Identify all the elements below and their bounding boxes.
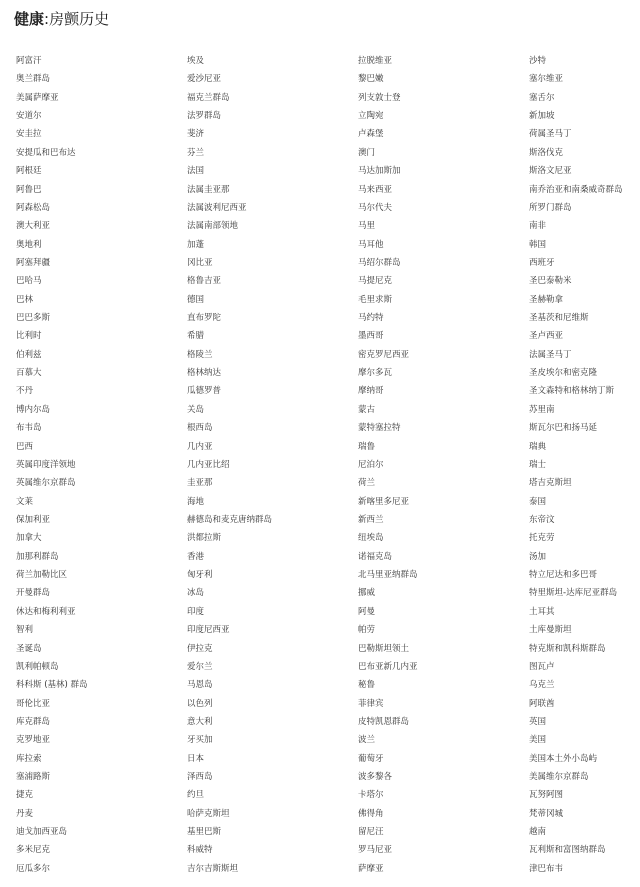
country-item: 直布罗陀	[187, 313, 222, 324]
country-item: 哈萨克斯坦	[187, 808, 230, 819]
country-item: 汤加	[529, 551, 547, 562]
country-item: 意大利	[187, 716, 213, 727]
country-item: 安道尔	[16, 111, 42, 122]
country-item: 摩尔多瓦	[358, 368, 393, 379]
country-item: 英属印度洋领地	[16, 459, 76, 470]
country-item: 奥兰群岛	[16, 74, 51, 85]
country-item: 纽埃岛	[358, 533, 384, 544]
country-item: 匈牙利	[187, 570, 213, 581]
country-item: 智利	[16, 625, 34, 636]
country-item: 爱沙尼亚	[187, 74, 222, 85]
country-item: 蒙特塞拉特	[358, 423, 401, 434]
country-item: 洪都拉斯	[187, 533, 222, 544]
country-item: 斯瓦尔巴和扬马延	[529, 423, 598, 434]
country-item: 德国	[187, 294, 205, 305]
country-item: 北马里亚纳群岛	[358, 570, 418, 581]
country-item: 奥地利	[16, 239, 42, 250]
country-item: 圭亚那	[187, 478, 213, 489]
country-item: 荷属圣马丁	[529, 129, 572, 140]
country-item: 瑞士	[529, 459, 547, 470]
title-rest: 房颤历史	[49, 10, 110, 28]
country-item: 赫德岛和麦克唐纳群岛	[187, 514, 273, 525]
country-item: 克罗地亚	[16, 735, 51, 746]
country-item: 土耳其	[529, 606, 555, 617]
country-item: 巴哈马	[16, 276, 42, 287]
page-title	[14, 9, 109, 29]
country-item: 西班牙	[529, 257, 555, 268]
country-item: 立陶宛	[358, 111, 384, 122]
country-item: 哥伦比亚	[16, 698, 51, 709]
country-item: 沙特	[529, 56, 547, 66]
country-item: 阿根廷	[16, 166, 42, 177]
country-item: 留尼汪	[358, 827, 384, 838]
country-item: 休达和梅利利亚	[16, 606, 76, 617]
country-item: 瓦利斯和富图纳群岛	[529, 845, 606, 856]
country-item: 尼泊尔	[358, 459, 384, 470]
title-separator: :	[44, 10, 50, 28]
country-item: 新喀里多尼亚	[358, 496, 410, 507]
country-item: 密克罗尼西亚	[358, 349, 410, 360]
country-item: 菲律宾	[358, 698, 384, 709]
country-item: 英国	[529, 716, 547, 727]
country-item: 马绍尔群岛	[358, 257, 401, 268]
country-item: 巴勒斯坦领土	[358, 643, 410, 654]
country-item: 斯洛伐克	[529, 147, 564, 158]
country-item: 所罗门群岛	[529, 202, 572, 213]
country-item: 塞舌尔	[529, 92, 555, 103]
country-item: 澳大利亚	[16, 221, 51, 232]
country-item: 乌克兰	[529, 680, 555, 691]
country-grid	[16, 52, 640, 878]
country-item: 瓜德罗普	[187, 386, 222, 397]
country-item: 几内亚	[187, 441, 213, 452]
country-item: 特立尼达和多巴哥	[529, 570, 598, 581]
country-item: 萨摩亚	[358, 863, 384, 874]
country-item: 美国本土外小岛屿	[529, 753, 598, 764]
country-item: 基里巴斯	[187, 827, 222, 838]
country-item: 阿联酋	[529, 698, 555, 709]
country-item: 塞浦路斯	[16, 772, 51, 783]
country-item: 东帝汶	[529, 514, 555, 525]
country-item: 以色列	[187, 698, 213, 709]
country-item: 阿塞拜疆	[16, 257, 51, 268]
country-item: 捷克	[16, 790, 34, 801]
country-item: 瑞鲁	[358, 441, 376, 452]
country-item: 巴巴多斯	[16, 313, 51, 324]
country-item: 关岛	[187, 404, 205, 415]
country-item: 圣皮埃尔和密克隆	[529, 368, 598, 379]
country-item: 巴西	[16, 441, 34, 452]
country-item: 安提瓜和巴布达	[16, 147, 76, 158]
country-item: 法国	[187, 166, 205, 177]
country-item: 印度尼西亚	[187, 625, 230, 636]
country-item: 芬兰	[187, 147, 205, 158]
country-item: 英属维尔京群岛	[16, 478, 76, 489]
country-item: 佛得角	[358, 808, 384, 819]
country-item: 厄瓜多尔	[16, 863, 51, 874]
country-item: 澳门	[358, 147, 376, 158]
country-item: 比利时	[16, 331, 42, 342]
country-item: 越南	[529, 827, 547, 838]
country-item: 图瓦卢	[529, 661, 555, 672]
country-item: 法属南部领地	[187, 221, 239, 232]
country-item: 美属维尔京群岛	[529, 772, 589, 783]
country-item: 加蓬	[187, 239, 205, 250]
country-item: 皮特凯恩群岛	[358, 716, 410, 727]
country-item: 秘鲁	[358, 680, 376, 691]
country-item: 日本	[187, 753, 205, 764]
country-item: 列支敦士登	[358, 92, 401, 103]
country-item: 马耳他	[358, 239, 384, 250]
country-item: 蒙古	[358, 404, 376, 415]
country-item: 阿富汗	[16, 56, 42, 66]
country-item: 几内亚比绍	[187, 459, 230, 470]
country-item: 毛里求斯	[358, 294, 393, 305]
country-item: 法属波利尼西亚	[187, 202, 247, 213]
country-item: 圣文森特和格林纳丁斯	[529, 386, 615, 397]
country-item: 马恩岛	[187, 680, 213, 691]
country-item: 津巴布韦	[529, 863, 564, 874]
country-item: 斐济	[187, 129, 205, 140]
country-item: 梵蒂冈城	[529, 808, 564, 819]
country-item: 圣巴泰勒米	[529, 276, 572, 287]
country-item: 特里斯坦-达库尼亚群岛	[529, 588, 618, 599]
country-item: 凯利帕顿岛	[16, 661, 59, 672]
country-item: 圣赫勒拿	[529, 294, 564, 305]
country-item: 土库曼斯坦	[529, 625, 572, 636]
country-item: 法属圭亚那	[187, 184, 230, 195]
country-item: 罗马尼亚	[358, 845, 393, 856]
country-item: 马约特	[358, 313, 384, 324]
country-item: 泽西岛	[187, 772, 213, 783]
country-item: 伯利兹	[16, 349, 42, 360]
country-item: 南乔治亚和南桑威奇群岛	[529, 184, 623, 195]
country-item: 圣诞岛	[16, 643, 42, 654]
country-item: 冰岛	[187, 588, 205, 599]
country-item: 冈比亚	[187, 257, 213, 268]
country-item: 根西岛	[187, 423, 213, 434]
country-item: 安圭拉	[16, 129, 42, 140]
country-item: 百慕大	[16, 368, 42, 379]
country-item: 圣基茨和尼维斯	[529, 313, 589, 324]
country-item: 科科斯 (基林) 群岛	[16, 680, 88, 691]
country-item: 爱尔兰	[187, 661, 213, 672]
country-item: 波多黎各	[358, 772, 393, 783]
country-item: 挪威	[358, 588, 376, 599]
country-item: 伊拉克	[187, 643, 213, 654]
country-item: 特克斯和凯科斯群岛	[529, 643, 606, 654]
country-item: 拉脱维亚	[358, 56, 393, 66]
country-item: 美属萨摩亚	[16, 92, 59, 103]
country-item: 加那利群岛	[16, 551, 59, 562]
country-item: 卡塔尔	[358, 790, 384, 801]
country-item: 斯洛文尼亚	[529, 166, 572, 177]
country-item: 托克劳	[529, 533, 555, 544]
country-item: 丹麦	[16, 808, 34, 819]
country-item: 阿曼	[358, 606, 376, 617]
country-item: 不丹	[16, 386, 34, 397]
country-item: 墨西哥	[358, 331, 384, 342]
country-item: 新西兰	[358, 514, 384, 525]
country-item: 法罗群岛	[187, 111, 222, 122]
country-item: 开曼群岛	[16, 588, 51, 599]
country-item: 苏里南	[529, 404, 555, 415]
country-item: 马来西亚	[358, 184, 393, 195]
country-item: 迪戈加西亚岛	[16, 827, 68, 838]
country-item: 希腊	[187, 331, 205, 342]
country-item: 摩纳哥	[358, 386, 384, 397]
country-item: 葡萄牙	[358, 753, 384, 764]
country-item: 香港	[187, 551, 205, 562]
country-item: 格陵兰	[187, 349, 213, 360]
country-item: 保加利亚	[16, 514, 51, 525]
title-bold: 健康	[14, 10, 45, 28]
country-item: 吉尔吉斯斯坦	[187, 863, 239, 874]
country-item: 荷兰	[358, 478, 376, 489]
country-item: 波兰	[358, 735, 376, 746]
country-item: 阿森松岛	[16, 202, 51, 213]
country-item: 加拿大	[16, 533, 42, 544]
country-item: 博内尔岛	[16, 404, 51, 415]
country-item: 泰国	[529, 496, 547, 507]
country-item: 阿鲁巴	[16, 184, 42, 195]
country-item: 格鲁吉亚	[187, 276, 222, 287]
country-item: 荷兰加勒比区	[16, 570, 68, 581]
country-item: 马尔代夫	[358, 202, 393, 213]
country-item: 法属圣马丁	[529, 349, 572, 360]
country-item: 圣卢西亚	[529, 331, 564, 342]
country-item: 牙买加	[187, 735, 213, 746]
country-item: 布韦岛	[16, 423, 42, 434]
country-item: 海地	[187, 496, 205, 507]
country-item: 库拉索	[16, 753, 42, 764]
country-item: 文莱	[16, 496, 34, 507]
country-item: 马里	[358, 221, 376, 232]
country-item: 约旦	[187, 790, 205, 801]
country-item: 南非	[529, 221, 547, 232]
country-item: 福克兰群岛	[187, 92, 230, 103]
country-item: 塞尔维亚	[529, 74, 564, 85]
country-item: 美国	[529, 735, 547, 746]
country-item: 印度	[187, 606, 205, 617]
country-item: 埃及	[187, 56, 205, 66]
country-item: 帕劳	[358, 625, 376, 636]
country-item: 新加坡	[529, 111, 555, 122]
country-item: 瑞典	[529, 441, 547, 452]
country-item: 塔吉克斯坦	[529, 478, 572, 489]
country-item: 巴布亚新几内亚	[358, 661, 418, 672]
country-item: 瓦努阿图	[529, 790, 564, 801]
country-item: 卢森堡	[358, 129, 384, 140]
country-item: 韩国	[529, 239, 547, 250]
country-item: 科威特	[187, 845, 213, 856]
country-item: 库克群岛	[16, 716, 51, 727]
country-item: 黎巴嫩	[358, 74, 384, 85]
country-item: 马达加斯加	[358, 166, 401, 177]
country-item: 马提尼克	[358, 276, 393, 287]
country-item: 格林纳达	[187, 368, 222, 379]
country-item: 巴林	[16, 294, 34, 305]
country-item: 多米尼克	[16, 845, 51, 856]
country-item: 诺福克岛	[358, 551, 393, 562]
